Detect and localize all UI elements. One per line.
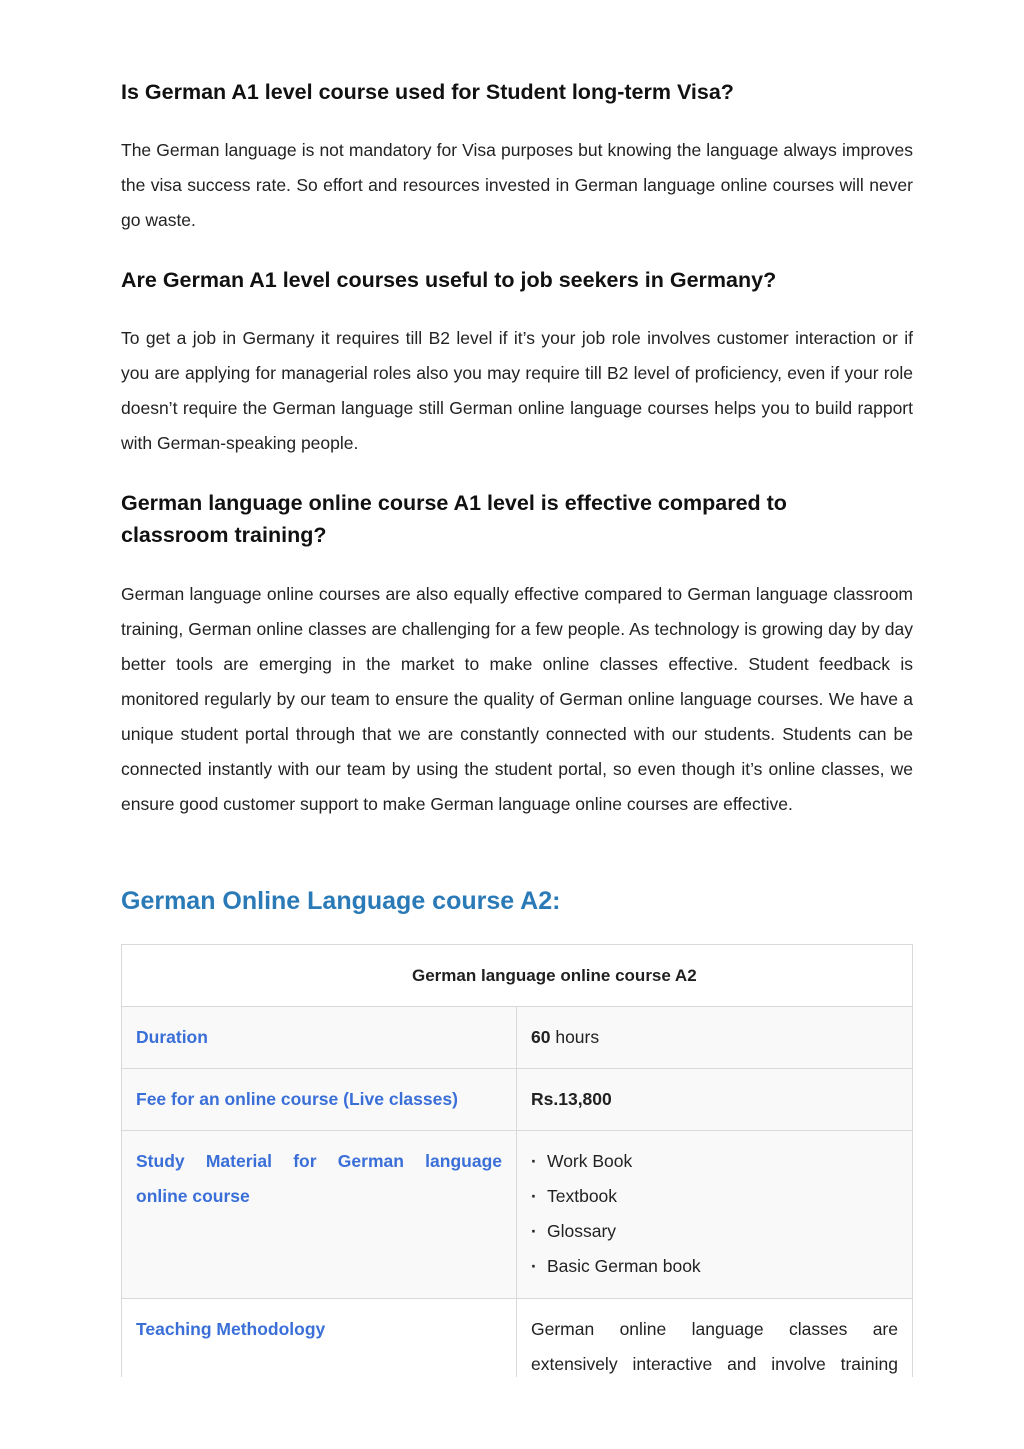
- material-text: Textbook: [547, 1186, 618, 1206]
- duration-number: 60: [531, 1027, 551, 1047]
- table-row-fee: [122, 1069, 913, 1131]
- list-item: [531, 1214, 898, 1249]
- faq-answer-2: To get a job in Germany it requires till B2 level if it’s your job role involves customer interaction or if you are applying for managerial roles also you may require till B2 level of proficiency, even if your role doesn’t require the German language still German online language courses helps you to build rapport with German-speaking people.: [121, 328, 913, 453]
- list-item: [531, 1144, 898, 1179]
- bullet-icon: ·: [531, 1256, 537, 1276]
- course-table: [121, 944, 913, 1377]
- faq-answer-3: German language online courses are also equally effective compared to German language classroom training, German online classes are challenging for a few people. As technology is growing day by day better tools are emerging in the market to make online classes effective. Student feedback is monitored regularly by our team to ensure the quality of German online language courses. We have a unique student portal through that we are constantly connected with our students. Students can be connected instantly with our team by using the student portal, so even though it’s online classes, we ensure good customer support to make German language online courses are effective.: [121, 584, 913, 814]
- materials-list: [531, 1131, 898, 1298]
- material-text: Basic German book: [547, 1256, 701, 1276]
- faq-question-1: Is German A1 level course used for Student long-term Visa?: [121, 80, 734, 104]
- duration-value-text: [531, 1007, 898, 1055]
- method-value: [517, 1299, 913, 1378]
- method-line1: German online language classes are: [531, 1319, 898, 1339]
- method-value-text: [531, 1299, 898, 1377]
- materials-label-text: [136, 1131, 502, 1214]
- method-line2: extensively interactive and involve training: [531, 1354, 898, 1374]
- method-label: [122, 1299, 517, 1378]
- duration-unit: hours: [550, 1027, 600, 1047]
- duration-label-text: Duration: [136, 1027, 208, 1047]
- course-table-wrapper: [121, 944, 913, 1377]
- fee-value-text: Rs.13,800: [531, 1089, 612, 1109]
- section-title: German Online Language course A2:: [121, 887, 561, 915]
- fee-value: [517, 1069, 913, 1131]
- faq-question-3: German language online course A1 level is effective compared to classroom training?: [121, 491, 787, 547]
- fee-label: [122, 1069, 517, 1131]
- bullet-icon: ·: [531, 1221, 537, 1241]
- materials-label-line2: online course: [136, 1186, 250, 1206]
- materials-label-line1: Study Material for German language: [136, 1151, 502, 1171]
- list-item: [531, 1179, 898, 1214]
- materials-value: [517, 1131, 913, 1299]
- duration-label: [122, 1007, 517, 1069]
- material-text: Glossary: [547, 1221, 617, 1241]
- faq-answer-1: The German language is not mandatory for Visa purposes but knowing the language always improves the visa success rate. So effort and resources invested in German language online courses will never go waste.: [121, 140, 913, 230]
- table-header-row: [122, 945, 913, 1007]
- fee-label-text: Fee for an online course (Live classes): [136, 1089, 458, 1109]
- bullet-icon: ·: [531, 1186, 537, 1206]
- method-label-text: Teaching Methodology: [136, 1319, 326, 1339]
- table-header: German language online course A2: [122, 945, 913, 1007]
- faq-question-2: Are German A1 level courses useful to job seekers in Germany?: [121, 268, 777, 292]
- material-text: Work Book: [547, 1151, 633, 1171]
- table-row-materials: [122, 1131, 913, 1299]
- list-item: [531, 1249, 898, 1284]
- table-row-duration: [122, 1007, 913, 1069]
- bullet-icon: ·: [531, 1151, 537, 1171]
- materials-label: [122, 1131, 517, 1299]
- table-row-method: [122, 1299, 913, 1378]
- duration-value: [517, 1007, 913, 1069]
